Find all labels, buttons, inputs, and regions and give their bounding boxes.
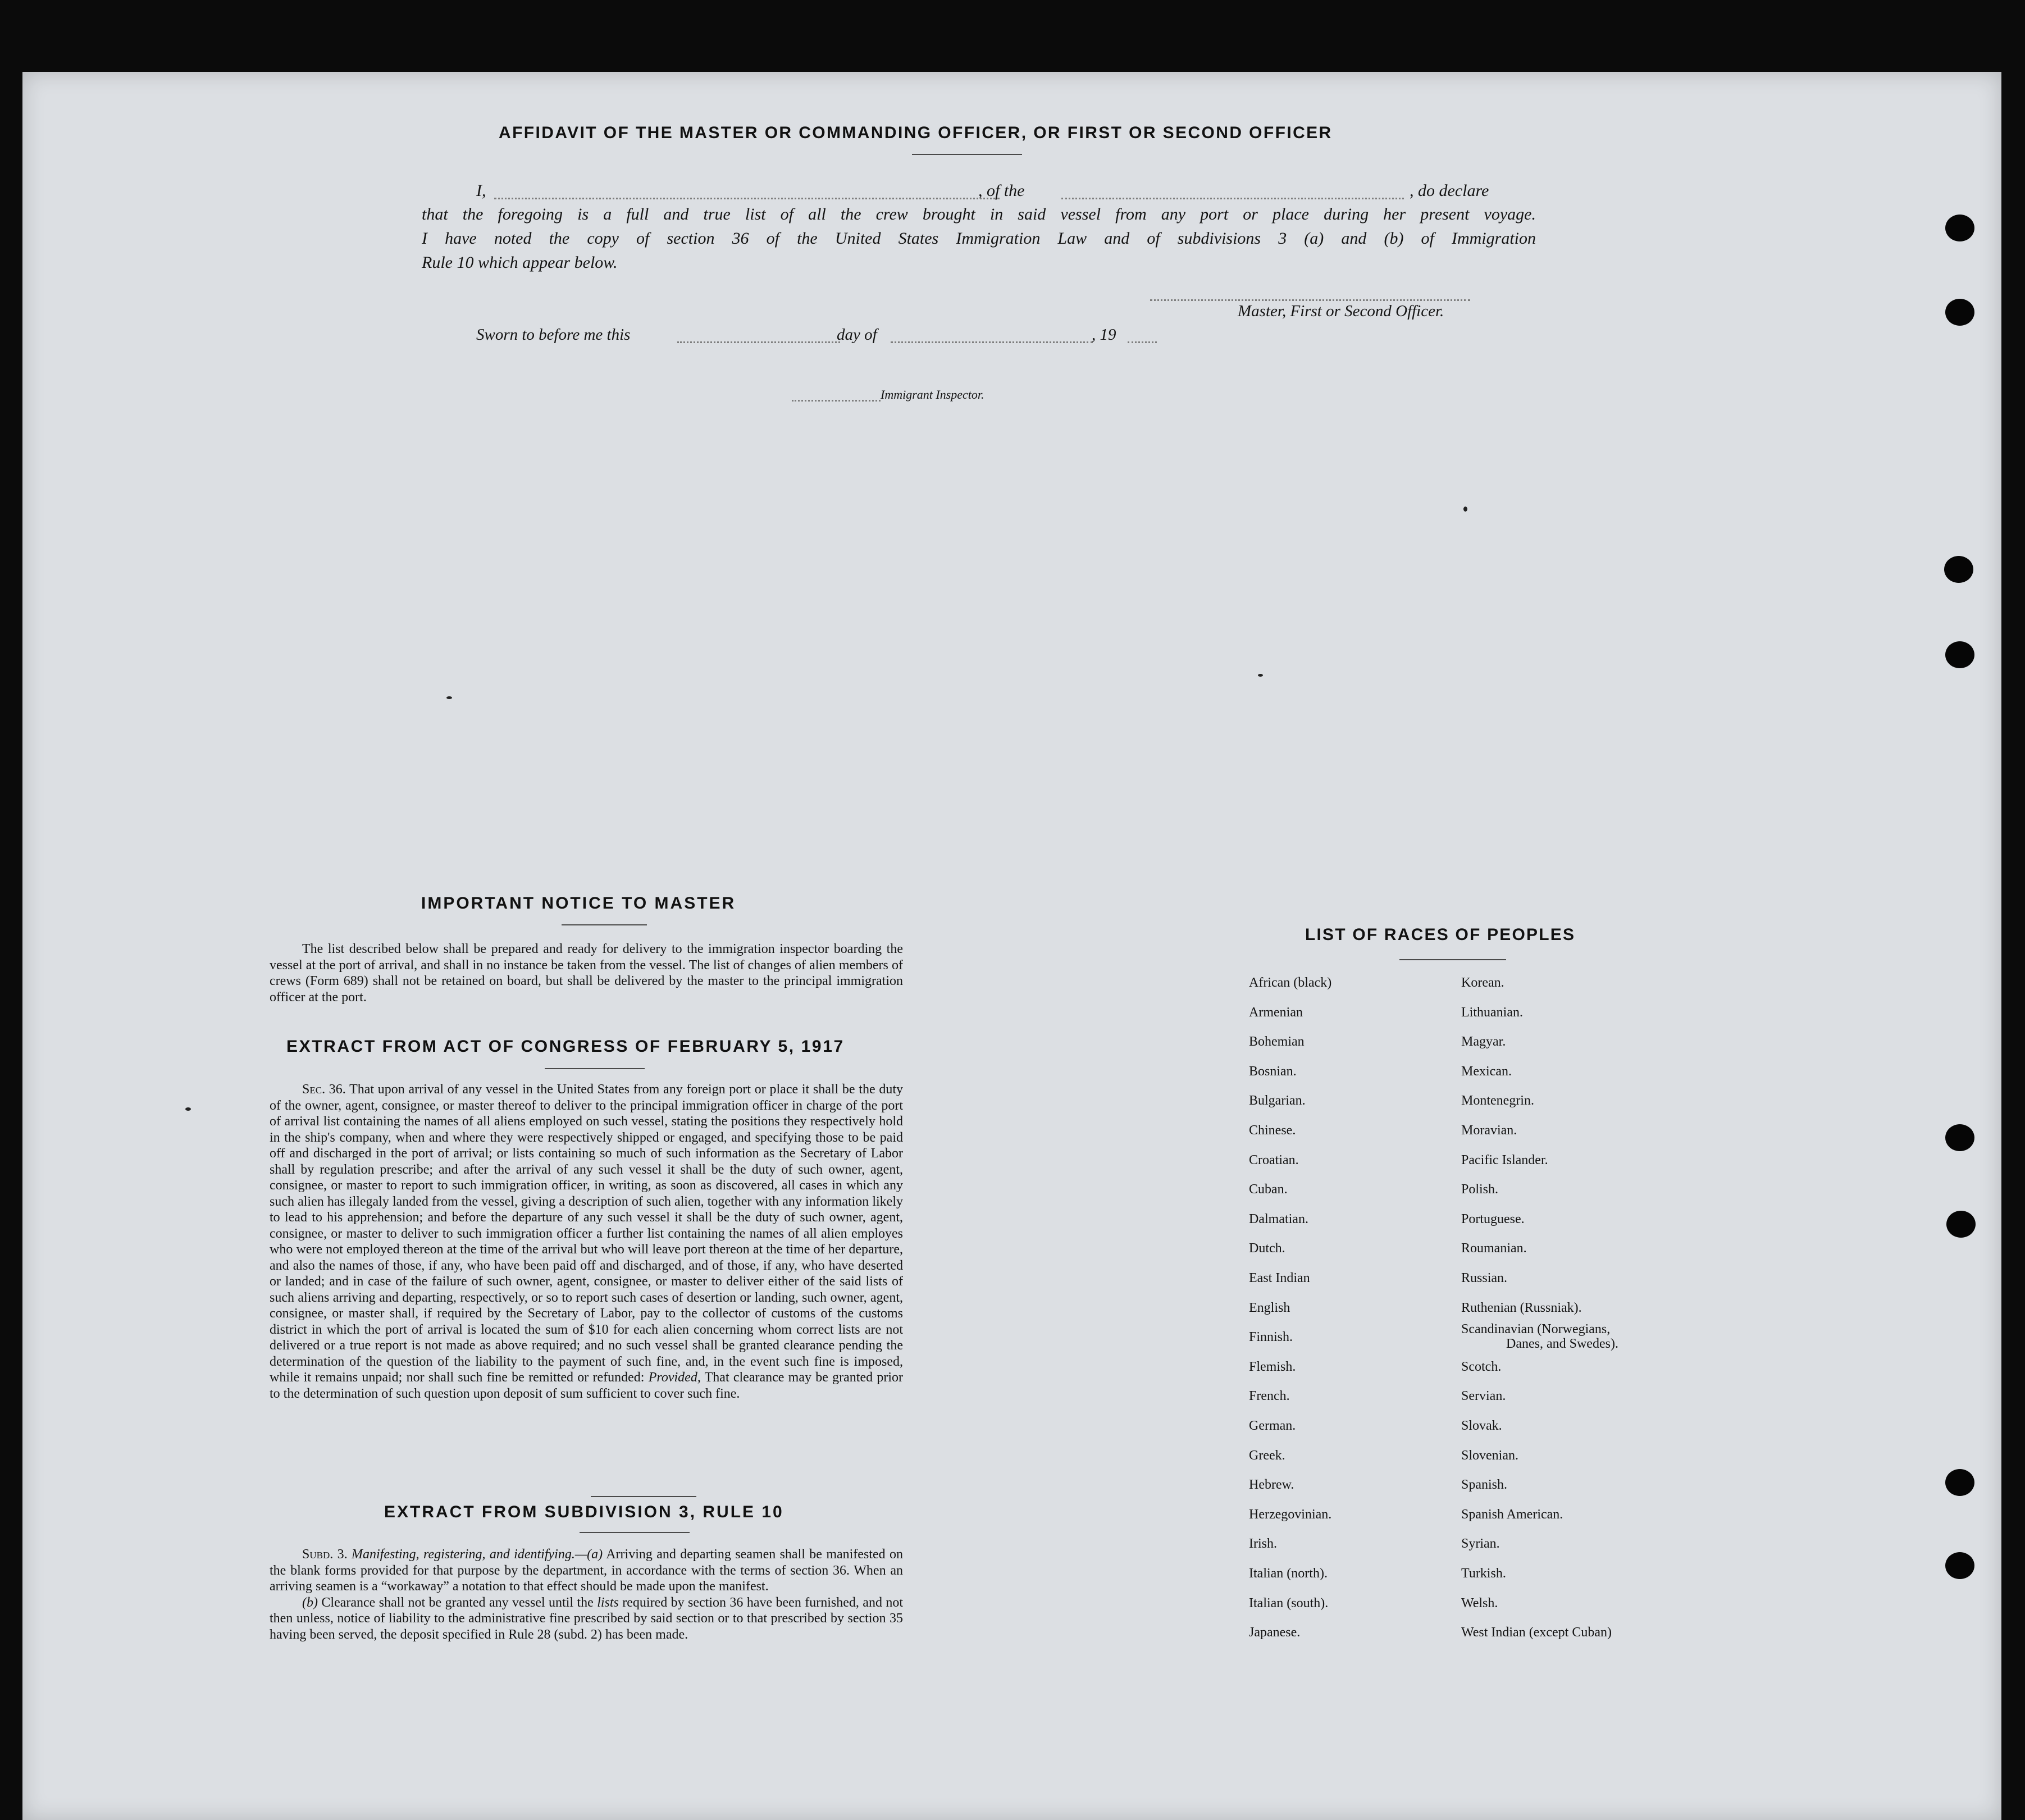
race-item-left: Japanese. [1249, 1625, 1301, 1640]
speck [1258, 674, 1263, 677]
vessel-blank[interactable] [1061, 198, 1404, 199]
race-item-left: Greek. [1249, 1448, 1285, 1463]
race-item-right: Moravian. [1461, 1123, 1517, 1138]
race-item-left: Flemish. [1249, 1359, 1296, 1374]
speck [185, 1107, 191, 1111]
sworn-label: Sworn to before me this [476, 326, 631, 344]
year-label: , 19 [1092, 326, 1116, 344]
race-item-right: Syrian. [1461, 1536, 1500, 1552]
race-item-right: Russian. [1461, 1271, 1508, 1285]
race-item-left: Bohemian [1249, 1034, 1305, 1050]
affidavit-do-declare: , do declare [1410, 181, 1489, 200]
subd-b-text-1: Clearance shall not be granted any vessel until the [321, 1595, 594, 1610]
affidavit-line-4: Rule 10 which appear below. [422, 253, 618, 272]
race-item-right: Scandinavian (Norwegians, [1461, 1322, 1611, 1337]
race-item-left: Chinese. [1249, 1123, 1296, 1138]
rule10-body [270, 1547, 903, 1643]
punch-hole-7 [1945, 1469, 1974, 1496]
divider [545, 1068, 645, 1069]
signature-label: Master, First or Second Officer. [1238, 302, 1444, 320]
divider [591, 1496, 696, 1497]
punch-hole-6 [1946, 1211, 1976, 1238]
subd-a-paragraph [270, 1547, 903, 1595]
race-item-right: Pacific Islander. [1461, 1152, 1548, 1167]
race-item-left: East Indian [1249, 1271, 1310, 1285]
rule10-title: EXTRACT FROM SUBDIVISION 3, RULE 10 [384, 1503, 784, 1521]
affidavit-line-3: I have noted the copy of section 36 of the United States Immigration Law and of subdivisions 3 (a) and (b) of Immigration [422, 229, 1536, 248]
affidavit-title: AFFIDAVIT OF THE MASTER OR COMMANDING OFFICER, OR FIRST OR SECOND OFFICER [499, 124, 1333, 142]
day-of-label: day of [837, 326, 877, 344]
subd-title: Manifesting, registering, and identifying. [351, 1547, 575, 1562]
sworn-day-blank[interactable] [677, 341, 840, 343]
race-item-right: Roumanian. [1461, 1241, 1527, 1256]
act-body [270, 1082, 903, 1402]
name-blank[interactable] [494, 198, 1000, 199]
race-item-right: Slovak. [1461, 1418, 1502, 1433]
race-item-left: Cuban. [1249, 1182, 1288, 1197]
race-item-left: Armenian [1249, 1005, 1303, 1020]
subd-b-text-2: required by section 36 have been furnished, and not then unless, notice of liability to the administrative fine prescribed by said section or to that prescribed by section 35 having been served, the deposit specified in Rule 28 (subd. 2) has been made. [270, 1595, 904, 1642]
document-page [22, 72, 2001, 1820]
race-item-right: Montenegrin. [1461, 1093, 1534, 1109]
divider [562, 924, 647, 925]
notice-text: The list described below shall be prepared and ready for delivery to the immigration inspector boarding the vessel at the port of arrival, and shall in no instance be taken from the vessel. The list of changes of alien members of crews (Form 689) shall not be retained on board, but shall be delivered by the master to the principal immigration officer at the port. [270, 942, 903, 1005]
race-item-left: Herzegovinian. [1249, 1507, 1332, 1522]
race-item-right: Lithuanian. [1461, 1005, 1523, 1020]
subd-b-paragraph [270, 1595, 903, 1643]
subd-label: Subd. 3. [302, 1547, 348, 1562]
subd-b-lists: lists [597, 1595, 619, 1610]
month-blank[interactable] [891, 341, 1093, 343]
race-item-left: Italian (south). [1249, 1595, 1329, 1611]
race-item-right: Polish. [1461, 1182, 1499, 1197]
race-item-left: Finnish. [1249, 1330, 1293, 1345]
punch-hole-4 [1945, 641, 1974, 668]
divider [1399, 959, 1506, 960]
year-blank[interactable] [1128, 341, 1157, 343]
race-item-left: Dalmatian. [1249, 1211, 1308, 1226]
race-item-left: German. [1249, 1418, 1296, 1433]
affidavit-i-label: I, [476, 181, 486, 200]
subd-a-label: —(a) [574, 1547, 603, 1562]
section-36-paragraph [270, 1082, 903, 1402]
race-item-left: Dutch. [1249, 1241, 1285, 1256]
speck [446, 696, 452, 699]
subd-a-text: Arriving and departing seamen shall be manifested on the blank forms provided for that purpose by the department, in accordance with the terms of section 36. When an arriving seamen is a “workaway” a notation to that effect should be made upon the manifest. [270, 1547, 903, 1594]
punch-hole-5 [1945, 1124, 1974, 1151]
speck [1463, 507, 1467, 512]
notice-body [270, 941, 903, 1005]
race-item-left: Croatian. [1249, 1152, 1299, 1167]
race-item-right: Scotch. [1461, 1359, 1502, 1374]
race-item-right: Mexican. [1461, 1064, 1512, 1079]
race-item-right: Spanish. [1461, 1477, 1508, 1493]
races-title: LIST OF RACES OF PEOPLES [1305, 925, 1576, 944]
punch-hole-2 [1945, 299, 1974, 326]
race-item-right: Spanish American. [1461, 1507, 1563, 1522]
section-text-a: That upon arrival of any vessel in the United States from any foreign port or place it shall be the duty of the owner, agent, consignee, or master thereof to deliver to the principal immigration officer in charge of the port of arrival list containing the names of all aliens employed on such vessel, stating the positions they respectively hold in the ship's company, when and where they were respectively shipped or engaged, and specifying those to be paid off and discharged in the port of arrival; or lists containing so much of such information as the Secretary of Labor shall by regulation prescribe; and after the arrival of any such vessel it shall be the duty of such owner, agent, consignee, or master to report to such immigration officer, in writing, as soon as discovered, all cases in which any such alien has illegaly landed from the vessel, giving a description of such alien, together with any information likely to lead to his apprehension; and before the departure of any such vessel it shall be the duty of such owner, agent, consignee, or master to deliver to such immigration officer a further list containing the names of all alien employes who were not employed thereon at the time of the arrival but who will leave port thereon at the time of her departure, and also the names of those, if any, who have been paid off and discharged, and of those, if any, who have deserted or landed; and in case of the failure of such owner, agent, consignee, or master to deliver either of the said lists of such aliens arriving and departing, respectively, or so to report such cases of desertion or landing, such owner, agent, consignee, or master shall, if required by the Secretary of Labor, pay to the collector of customs of the customs district in which the port of arrival is located the sum of $10 for each alien concerning whom correct lists are not delivered or a true report is not made as above required; and no such vessel shall be granted clearance pending the determination of the question of the liability to the payment of such fine, and, in the event such fine is imposed, while it remains unpaid; nor shall such fine be remitted or refunded: [270, 1082, 903, 1385]
race-item-extra: Danes, and Swedes). [1506, 1337, 1618, 1351]
race-item-right: Slovenian. [1461, 1448, 1518, 1463]
race-item-right: West Indian (except Cuban) [1461, 1625, 1612, 1640]
race-item-right: Turkish. [1461, 1566, 1506, 1581]
inspector-blank[interactable] [792, 400, 881, 402]
punch-hole-3 [1944, 556, 1973, 583]
race-item-left: Italian (north). [1249, 1566, 1328, 1581]
race-item-right: Portuguese. [1461, 1211, 1525, 1226]
race-item-left: Irish. [1249, 1536, 1277, 1552]
punch-hole-8 [1945, 1552, 1974, 1579]
inspector-label: Immigrant Inspector. [881, 387, 984, 402]
signature-blank[interactable] [1150, 299, 1470, 301]
affidavit-of-the: , of the [978, 181, 1025, 200]
race-item-right: Servian. [1461, 1389, 1506, 1404]
punch-hole-1 [1945, 215, 1974, 241]
race-item-left: French. [1249, 1389, 1290, 1404]
affidavit-line-2: that the foregoing is a full and true list of all the crew brought in said vessel from any port or place during her present voyage. [422, 205, 1536, 223]
race-item-left: Hebrew. [1249, 1477, 1294, 1493]
race-item-right: Ruthenian (Russniak). [1461, 1300, 1582, 1315]
divider [580, 1532, 690, 1533]
race-item-right: Magyar. [1461, 1034, 1506, 1050]
section-label: Sec. 36. [302, 1082, 346, 1097]
section-text-b: That clearance may be granted prior to the determination of such question upon deposit of sum sufficient to cover such fine. [270, 1370, 903, 1401]
race-item-right: Welsh. [1461, 1595, 1498, 1611]
race-item-right: Korean. [1461, 975, 1504, 990]
subd-b-label: (b) [302, 1595, 318, 1610]
race-item-left: English [1249, 1300, 1290, 1315]
divider [912, 154, 1022, 155]
race-item-left: Bosnian. [1249, 1064, 1297, 1079]
race-item-left: African (black) [1249, 975, 1332, 990]
race-item-left: Bulgarian. [1249, 1093, 1306, 1109]
notice-title: IMPORTANT NOTICE TO MASTER [421, 894, 736, 913]
provided-label: Provided, [648, 1370, 701, 1385]
act-title: EXTRACT FROM ACT OF CONGRESS OF FEBRUARY 5, 1917 [286, 1037, 845, 1056]
